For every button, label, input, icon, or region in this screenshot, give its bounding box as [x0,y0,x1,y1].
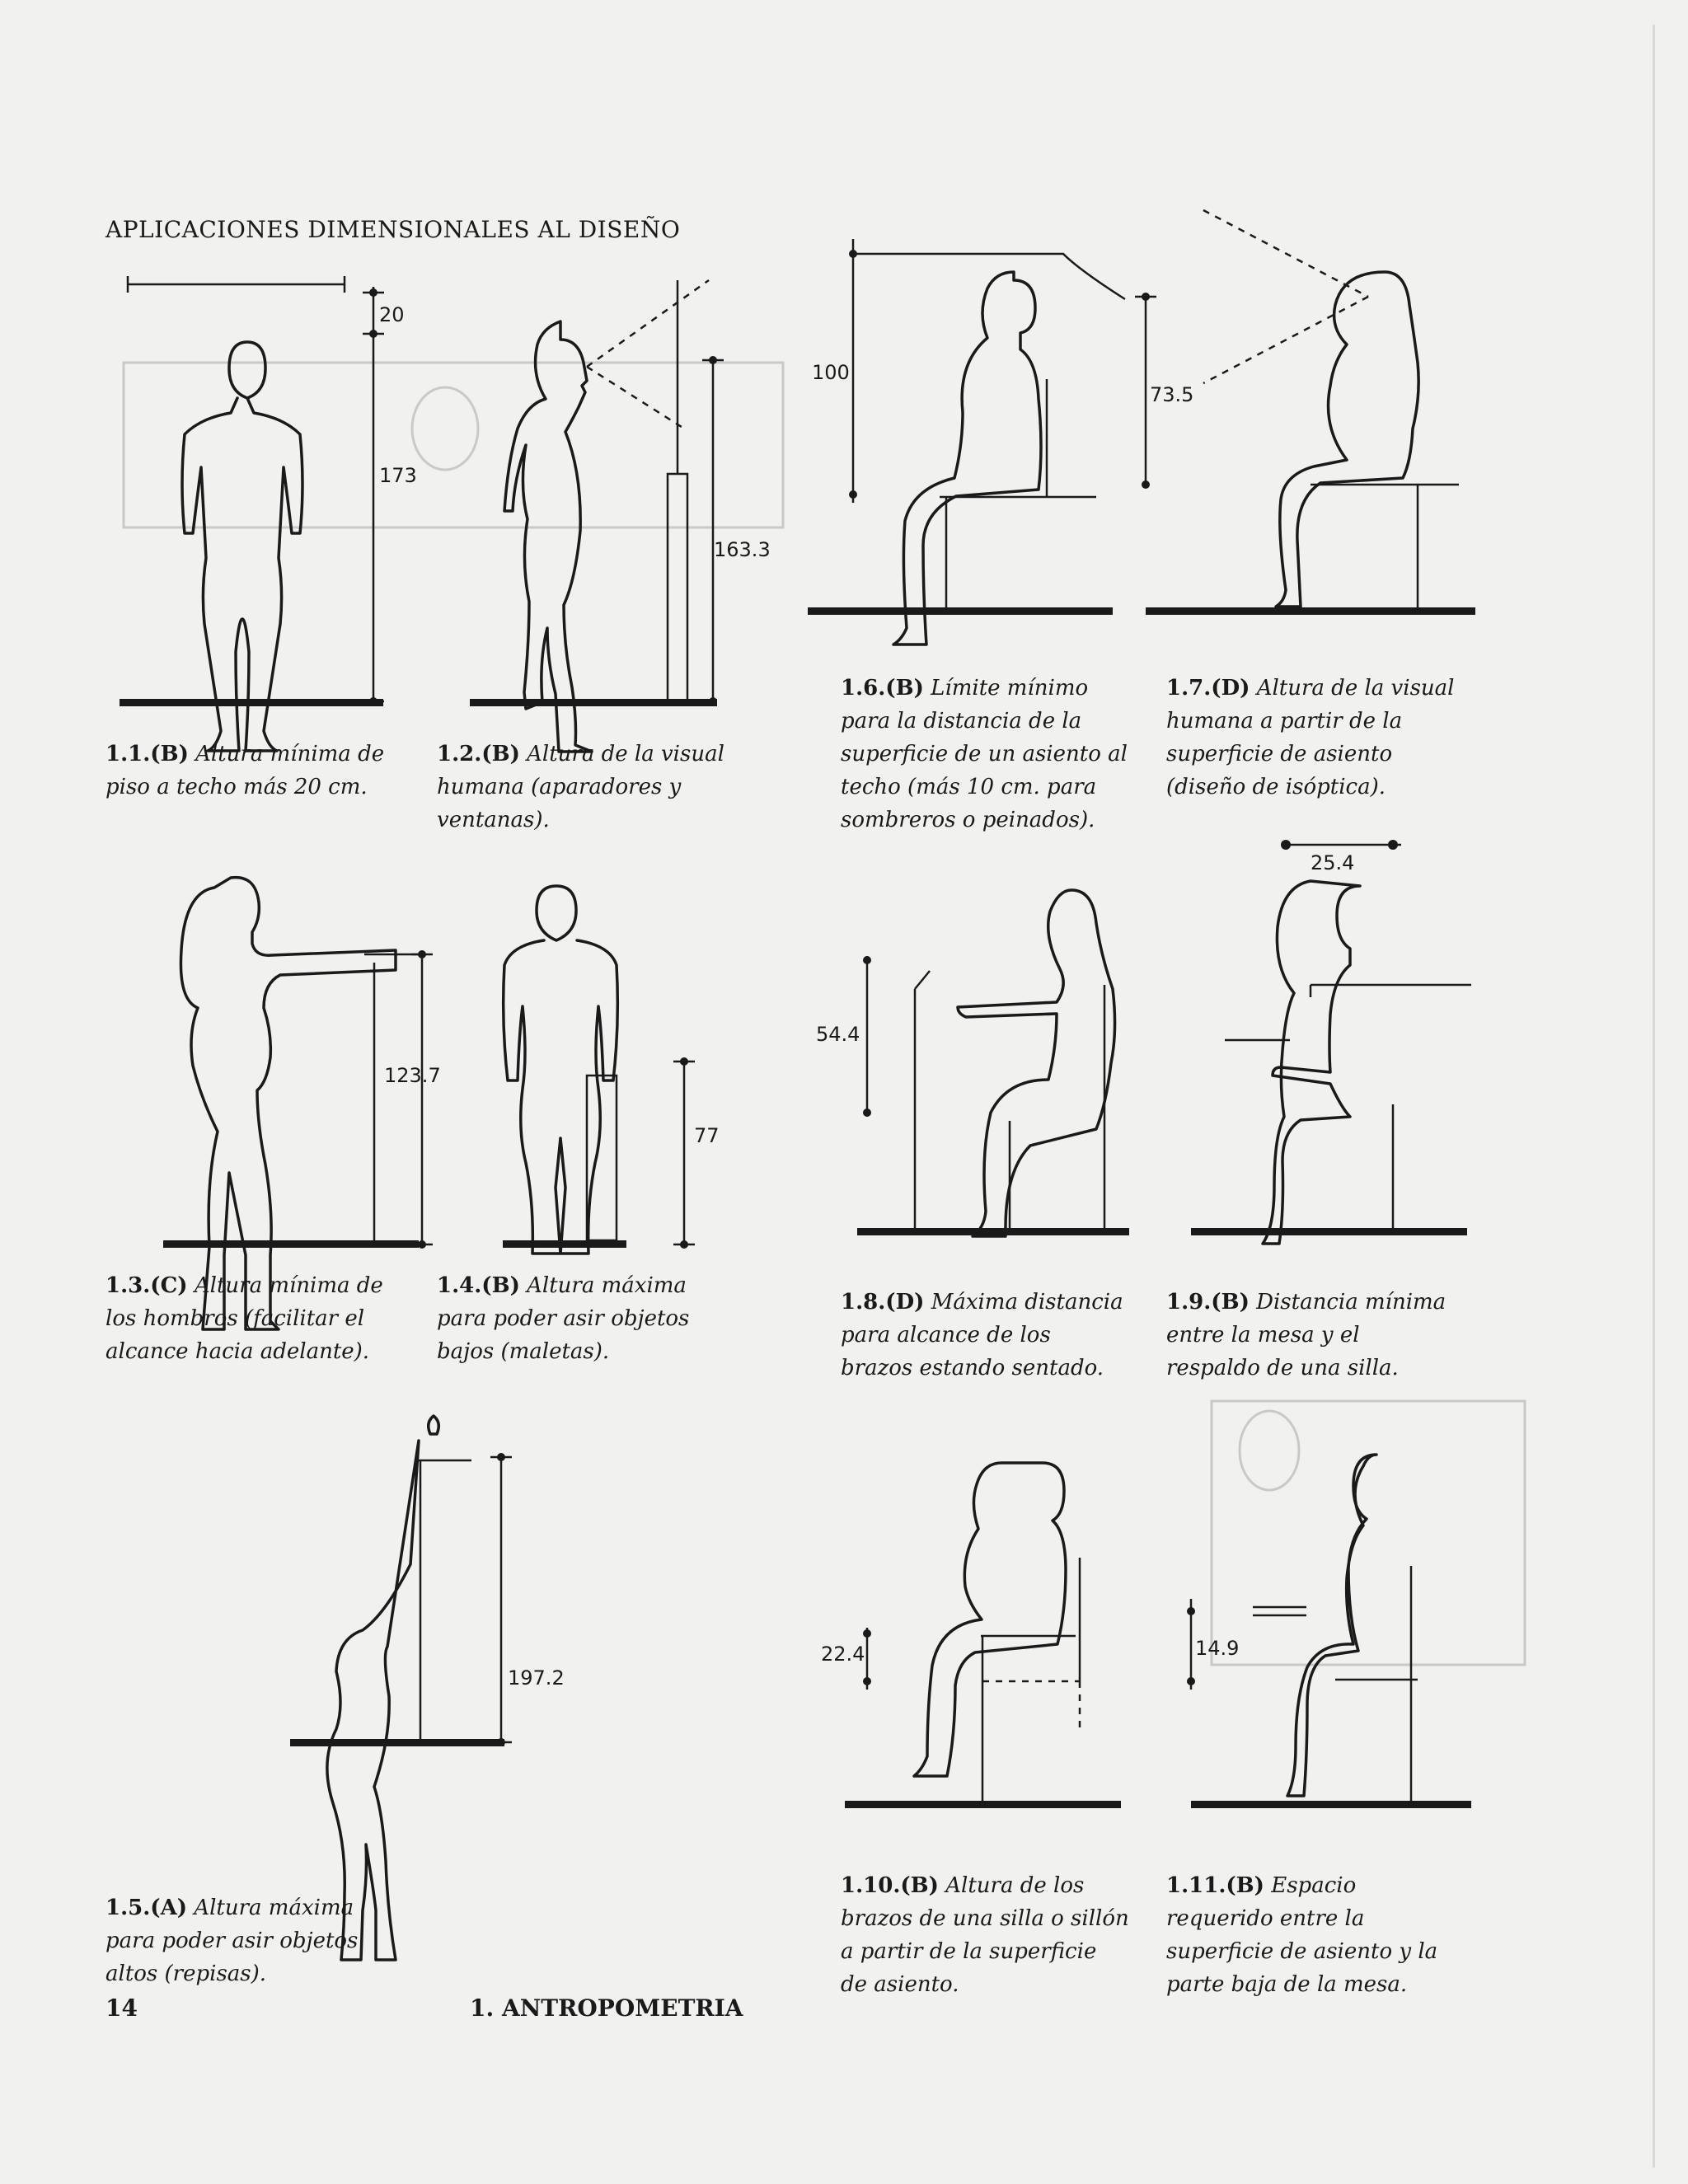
dim-1-10-armrest: 22.4 [821,1643,865,1666]
caption-code: 1.9.(B) [1166,1290,1250,1315]
caption-text: Distancia mínima entre la mesa y el respaldo de una silla. [1166,1290,1447,1380]
caption-1-9 [1166,1286,1455,1385]
caption-1-8 [841,1286,1129,1385]
caption-text: Máxima distancia para alcance de los brazos estando sentado. [841,1290,1123,1380]
caption-1-10 [841,1869,1129,2001]
figure-1-10-drawing [821,1463,1121,1808]
caption-code: 1.1.(B) [106,742,189,766]
dim-1-5-reach: 197.2 [508,1666,565,1690]
caption-1-7 [1166,672,1455,804]
dim-1-2-eye-height: 163.3 [714,538,771,561]
figure-1-4-drawing [503,886,720,1254]
dim-1-11-clearance: 14.9 [1195,1637,1240,1660]
caption-code: 1.8.(D) [841,1290,925,1315]
chapter-title: 1. ANTROPOMETRIA [470,1994,743,2022]
figure-1-7-drawing [1135,210,1475,615]
caption-1-3 [106,1269,394,1368]
caption-1-2 [437,738,725,837]
caption-text: Altura máxima para poder asir objetos bajos (maletas). [437,1273,690,1364]
caption-text: Altura mínima de piso a techo más 20 cm. [106,742,385,799]
caption-text: Altura de la visual humana (aparadores y ventanas). [437,742,724,832]
page-number: 14 [106,1994,138,2022]
caption-code: 1.3.(C) [106,1273,188,1298]
caption-1-4 [437,1269,725,1368]
dim-1-1-clearance: 20 [379,303,405,326]
dim-1-3-shoulder: 123.7 [384,1064,441,1087]
caption-1-1 [106,738,394,804]
caption-code: 1.7.(D) [1166,676,1250,701]
caption-code: 1.11.(B) [1166,1873,1264,1898]
dim-1-1-height: 173 [379,464,417,487]
caption-1-11 [1166,1869,1455,2001]
caption-text: Altura máxima para poder asir objetos altos (repisas). [106,1896,359,1986]
caption-text: Altura de los brazos de una silla o sillón a partir de la superficie de asiento. [841,1873,1129,1997]
figure-1-3-drawing [163,878,441,1329]
figure-1-2-drawing [470,280,771,752]
caption-code: 1.10.(B) [841,1873,939,1898]
dim-1-4-height: 77 [694,1124,720,1147]
figure-1-9-drawing [1191,840,1471,1244]
figure-1-1-drawing [120,276,417,751]
caption-text: Altura mínima de los hombros (facilitar el alcance hacia adelante). [106,1273,383,1364]
dim-1-9-clearance: 25.4 [1311,851,1355,874]
caption-1-5 [106,1891,394,1990]
figure-1-8-drawing [816,890,1129,1236]
bleed-through-ghost [124,363,1525,1665]
caption-text: Espacio requerido entre la superficie de asiento y la parte baja de la mesa. [1166,1873,1438,1997]
caption-text: Límite mínimo para la distancia de la superficie de un asiento al techo (más 10 cm. para sombreros o peinados). [841,676,1128,832]
caption-code: 1.2.(B) [437,742,520,766]
figure-1-5-drawing [290,1416,565,1960]
caption-code: 1.4.(B) [437,1273,520,1298]
caption-code: 1.6.(B) [841,676,924,701]
dim-1-8-reach: 54.4 [816,1023,860,1046]
figure-1-11-drawing [1187,1455,1471,1808]
page-heading: APLICACIONES DIMENSIONALES AL DISEÑO [106,216,681,243]
dim-1-6-seat-to-ceiling: 100 [812,361,850,384]
dim-1-7-eye-height: 73.5 [1150,383,1194,406]
caption-1-6 [841,672,1129,837]
caption-text: Altura de la visual humana a partir de la superficie de asiento (diseño de isóptica). [1166,676,1455,799]
caption-code: 1.5.(A) [106,1896,188,1920]
figure-1-6-drawing [808,239,1125,644]
